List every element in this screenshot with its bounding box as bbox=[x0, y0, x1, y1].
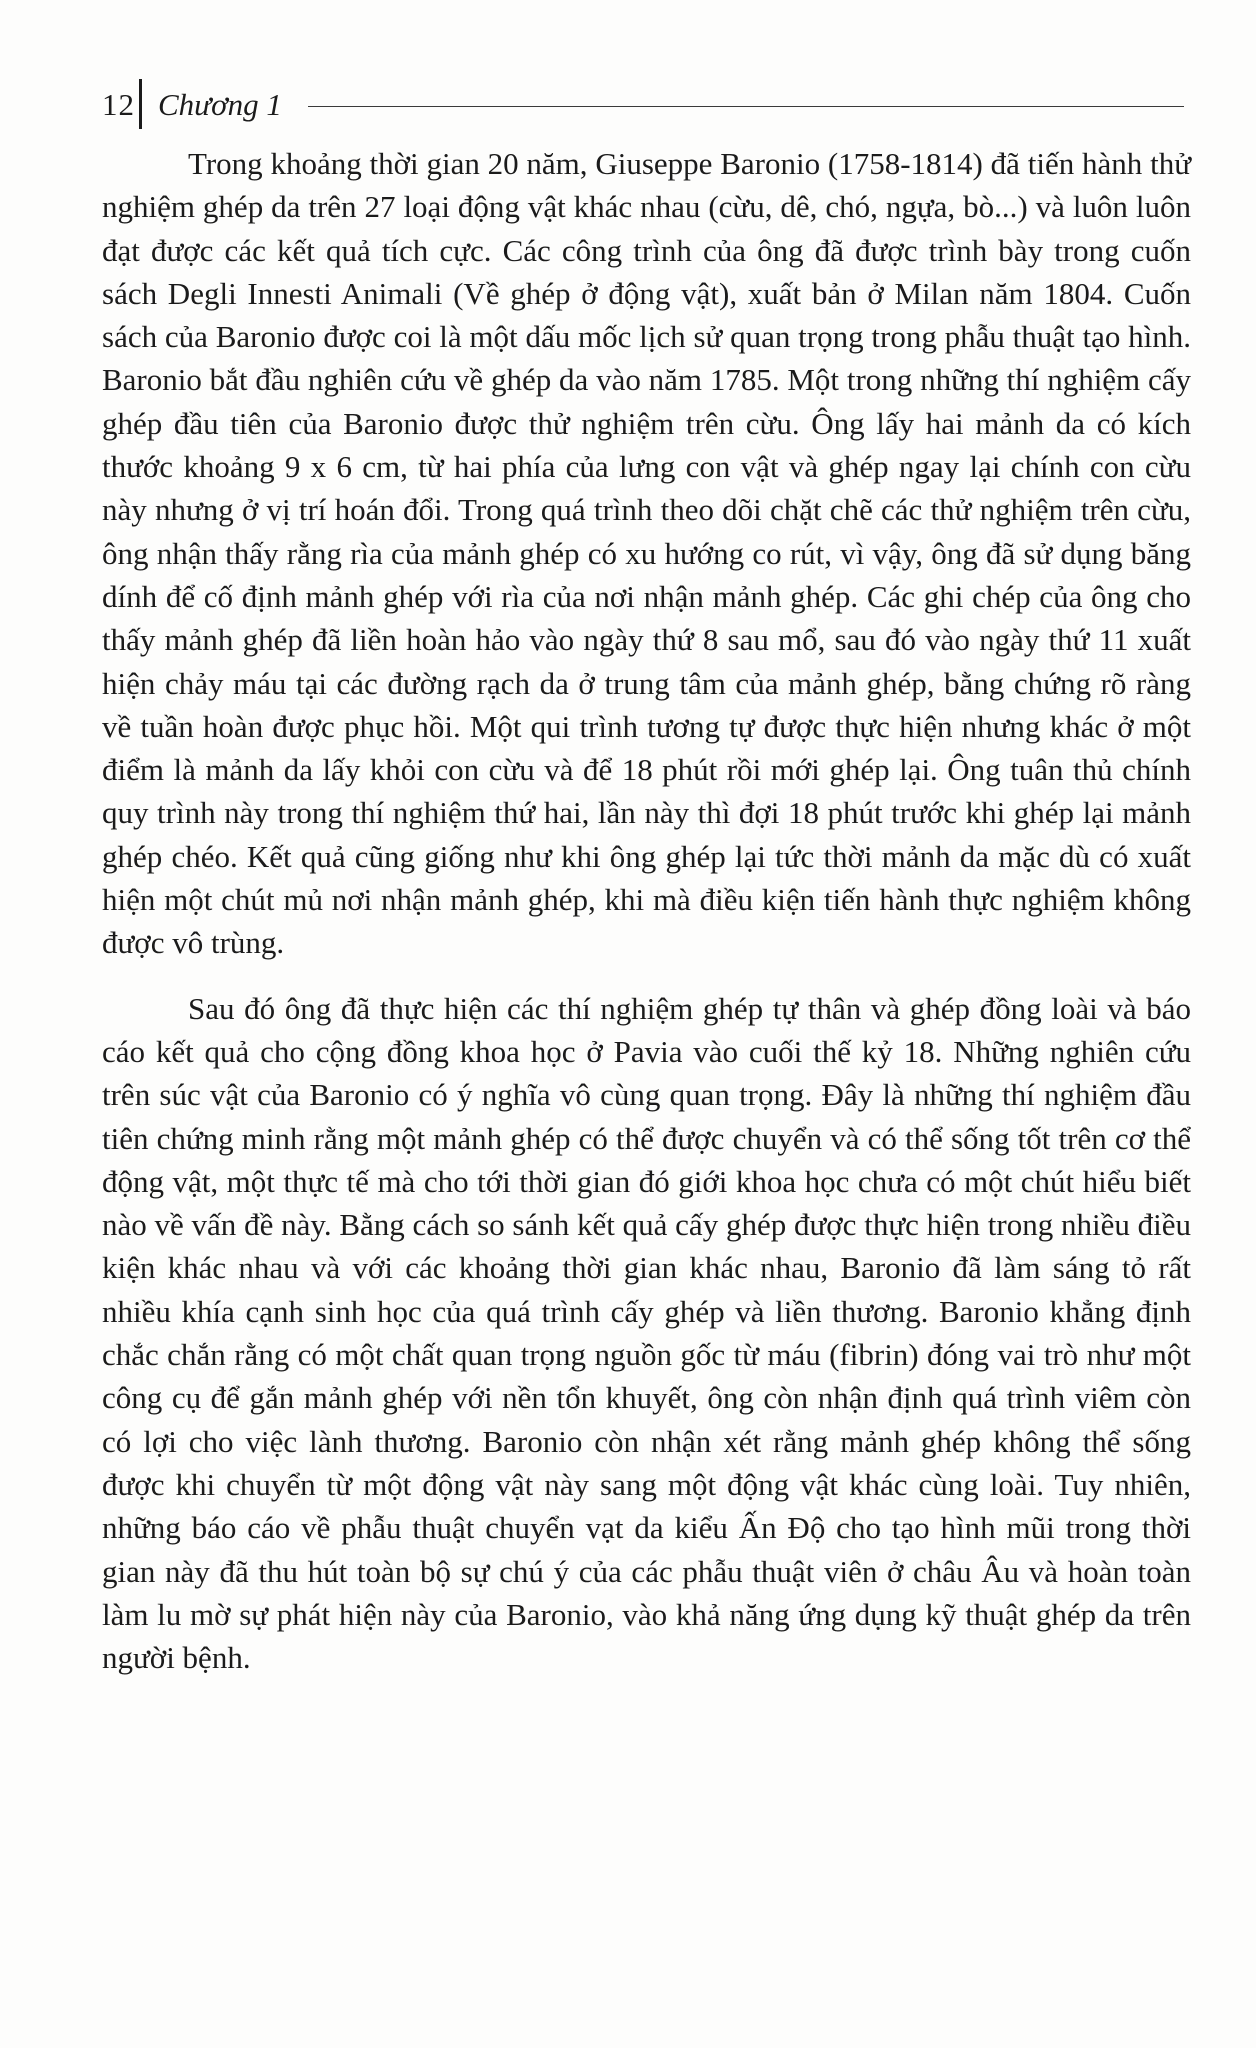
paragraph-2: Sau đó ông đã thực hiện các thí nghiệm ghép tự thân và ghép đồng loài và báo cáo kết quả cho cộng đồng khoa học ở Pavia vào cuối thế kỷ 18. Những nghiên cứu trên súc vật của Baronio có ý nghĩa vô cùng quan trọng. Đây là những thí nghiệm đầu tiên chứng minh rằng một mảnh ghép có thể được chuyển và có thể sống tốt trên cơ thể động vật, một thực tế mà cho tới thời gian đó giới khoa học chưa có một chút hiểu biết nào về vấn đề này. Bằng cách so sánh kết quả cấy ghép được thực hiện trong nhiều điều kiện khác nhau và với các khoảng thời gian khác nhau, Baronio đã làm sáng tỏ rất nhiều khía cạnh sinh học của quá trình cấy ghép và liền thương. Baronio khẳng định chắc chắn rằng có một chất quan trọng nguồn gốc từ máu (fibrin) đóng vai trò như một công cụ để gắn mảnh ghép với nền tổn khuyết, ông còn nhận định quá trình viêm còn có lợi cho việc lành thương. Baronio còn nhận xét rằng mảnh ghép không thể sống được khi chuyển từ một động vật này sang một động vật khác cùng loài. Tuy nhiên, những báo cáo về phẫu thuật chuyển vạt da kiểu Ấn Độ cho tạo hình mũi trong thời gian này đã thu hút toàn bộ sự chú ý của các phẫu thuật viên ở châu Âu và hoàn toàn làm lu mờ sự phát hiện này của Baronio, vào khả năng ứng dụng kỹ thuật ghép da trên người bệnh. bbox=[102, 990, 1191, 1676]
body-text bbox=[102, 142, 1191, 1679]
page-number: 12 bbox=[102, 86, 135, 122]
running-header bbox=[102, 78, 1184, 130]
header-divider bbox=[139, 79, 142, 129]
chapter-title: Chương 1 bbox=[158, 86, 282, 122]
header-rule bbox=[308, 106, 1184, 107]
paragraph-1: Trong khoảng thời gian 20 năm, Giuseppe Baronio (1758-1814) đã tiến hành thử nghiệm ghép da trên 27 loại động vật khác nhau (cừu, dê, chó, ngựa, bò...) và luôn luôn đạt được các kết quả tích cực. Các công trình của ông đã được trình bày trong cuốn sách Degli Innesti Animali (Về ghép ở động vật), xuất bản ở Milan năm 1804. Cuốn sách của Baronio được coi là một dấu mốc lịch sử quan trọng trong phẫu thuật tạo hình. Baronio bắt đầu nghiên cứu về ghép da vào năm 1785. Một trong những thí nghiệm cấy ghép đầu tiên của Baronio được thử nghiệm trên cừu. Ông lấy hai mảnh da có kích thước khoảng 9 x 6 cm, từ hai phía của lưng con vật và ghép ngay lại chính con cừu này nhưng ở vị trí hoán đổi. Trong quá trình theo dõi chặt chẽ các thử nghiệm trên cừu, ông nhận thấy rằng rìa của mảnh ghép có xu hướng co rút, vì vậy, ông đã sử dụng băng dính để cố định mảnh ghép với rìa của nơi nhận mảnh ghép. Các ghi chép của ông cho thấy mảnh ghép đã liền hoàn hảo vào ngày thứ 8 sau mổ, sau đó vào ngày thứ 11 xuất hiện chảy máu tại các đường rạch da ở trung tâm của mảnh ghép, bằng chứng rõ ràng về tuần hoàn được phục hồi. Một qui trình tương tự được thực hiện nhưng khác ở một điểm là mảnh da lấy khỏi con cừu và để 18 phút rồi mới ghép lại. Ông tuân thủ chính quy trình này trong thí nghiệm thứ hai, lần này thì đợi 18 phút trước khi ghép lại mảnh ghép chéo. Kết quả cũng giống như khi ông ghép lại tức thời mảnh da mặc dù có xuất hiện một chút mủ nơi nhận mảnh ghép, khi mà điều kiện tiến hành thực nghiệm không được vô trùng. bbox=[102, 146, 1191, 961]
